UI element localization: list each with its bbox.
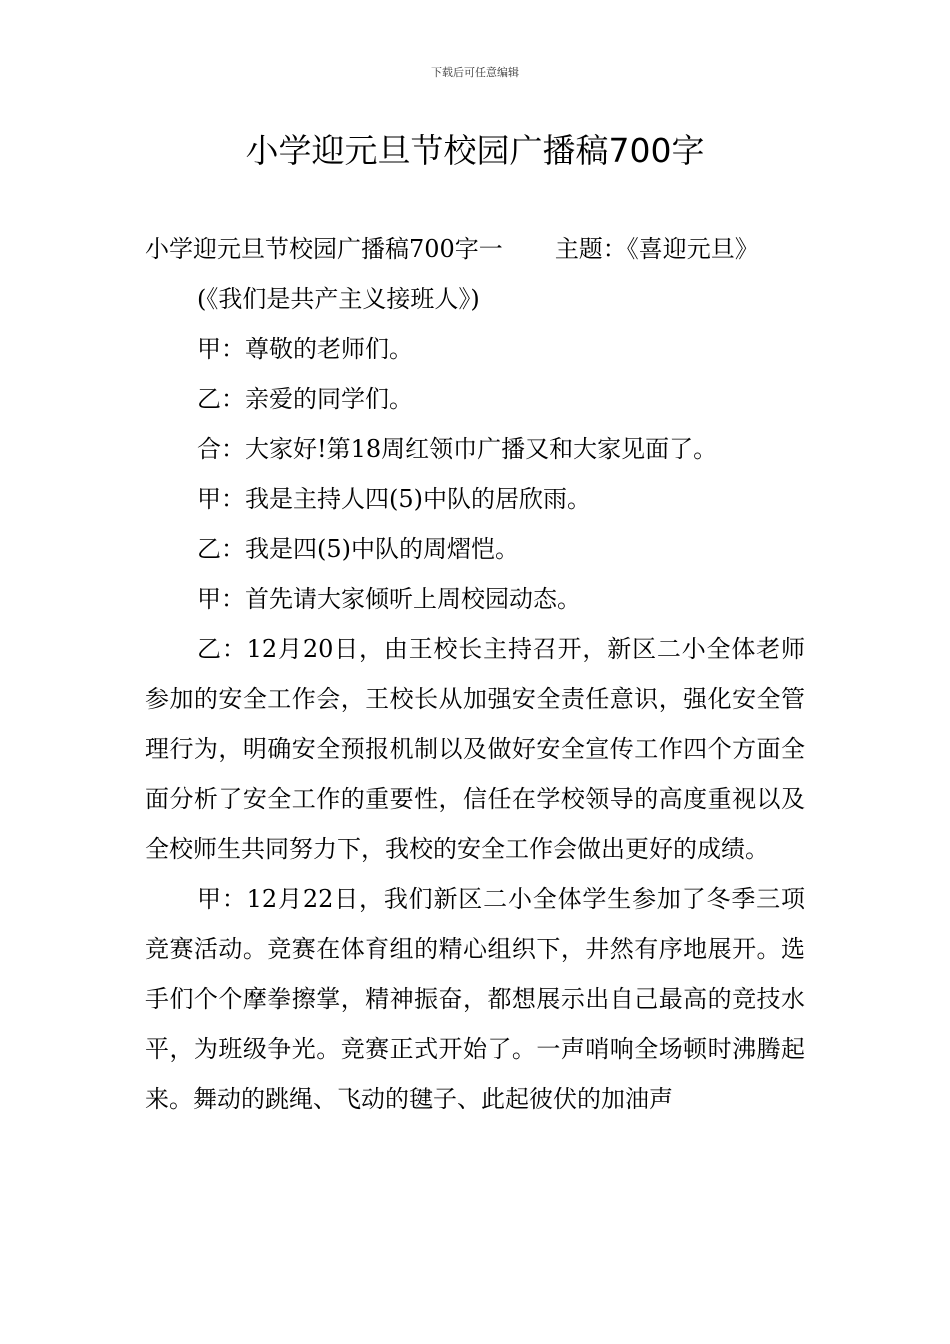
- paragraph-line: 合：大家好!第18周红领巾广播又和大家见面了。: [197, 435, 718, 463]
- theme-label: 主题：《喜迎元旦》: [554, 235, 759, 263]
- paragraph-song: (《我们是共产主义接班人》): [197, 285, 480, 313]
- paragraph-line: 甲：我是主持人四(5)中队的居欣雨。: [197, 485, 591, 513]
- paragraph-winter-games: 甲：12月22日，我们新区二小全体学生参加了冬季三项竞赛活动。竞赛在体育组的精心组织下，井然有序地展开。选手们个个摩拳擦掌，精神振奋，都想展示出自己最高的竞技水平，为班级争光。竞赛正式开始了。一声哨响全场顿时沸腾起来。舞动的跳绳、飞动的毽子、此起彼伏的加油声: [145, 885, 805, 1113]
- document-body: [145, 224, 805, 1124]
- document-title: 小学迎元旦节校园广播稿700字: [245, 131, 705, 170]
- paragraph-line: 甲：首先请大家倾听上周校园动态。: [197, 585, 581, 613]
- part-label: 小学迎元旦节校园广播稿700字一: [145, 235, 503, 263]
- intro-line: [145, 224, 805, 274]
- page-header-note: 下载后可任意编辑: [431, 66, 519, 79]
- paragraph-line: 乙：亲爱的同学们。: [197, 385, 413, 413]
- paragraph-safety-meeting: 乙：12月20日，由王校长主持召开，新区二小全体老师参加的安全工作会，王校长从加强安全责任意识，强化安全管理行为，明确安全预报机制以及做好安全宣传工作四个方面全面分析了安全工作的重要性，信任在学校领导的高度重视以及全校师生共同努力下，我校的安全工作会做出更好的成绩。: [145, 635, 805, 863]
- paragraph-line: 甲：尊敬的老师们。: [197, 335, 413, 363]
- paragraph-line: 乙：我是四(5)中队的周熠恺。: [197, 535, 519, 563]
